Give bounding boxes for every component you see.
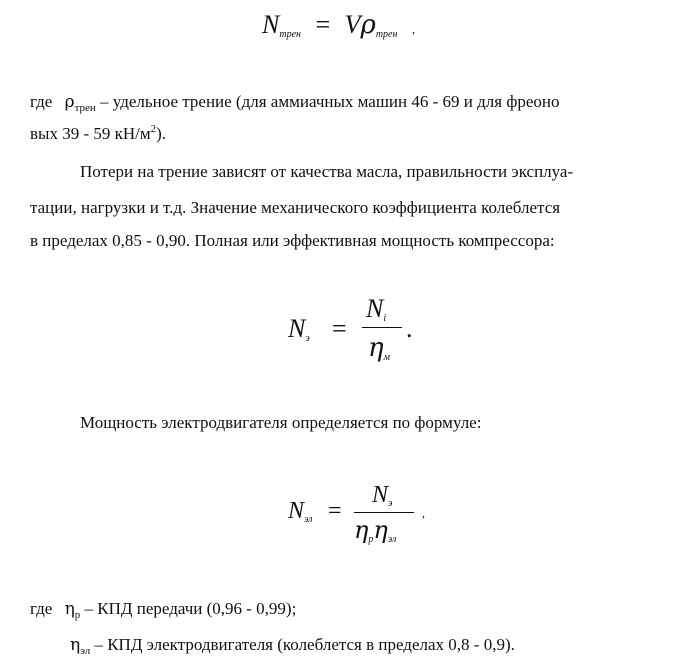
formula3-fraction-bar <box>354 512 414 513</box>
defs-line2 <box>70 635 515 657</box>
formula3-tail: , <box>422 506 425 520</box>
formula1-tail: , <box>411 22 415 36</box>
defs-l2-sub: эл <box>80 645 91 657</box>
para1-text-a: – удельное трение (для аммиачных машин 46 - 69 и для фреоно <box>95 92 560 111</box>
formula3-den-var2: η <box>373 516 388 544</box>
formula2-tail: . <box>406 314 413 343</box>
formula1-rhs-var2: ρ <box>360 10 376 40</box>
para1-text-c: ). <box>156 124 167 143</box>
formula-friction-power <box>262 10 415 40</box>
formula3-num-sub: э <box>388 498 393 509</box>
formula2-num-var: N <box>366 294 384 323</box>
formula2-den-var: η <box>368 333 384 363</box>
defs-l2-eta: η <box>70 635 81 655</box>
formula-motor-power <box>288 484 448 554</box>
para2-line1: Потери на трение зависят от качества масла, правильности эксплуа- <box>80 162 574 181</box>
formula2-lhs-var: N <box>288 314 306 343</box>
formula3-equals: = <box>328 498 342 524</box>
formula-effective-power <box>288 294 428 380</box>
defs-l1-prefix: где <box>30 599 53 618</box>
formula2-equals: = <box>332 314 347 343</box>
formula3-den-sub2: эл <box>387 534 397 545</box>
para1-line2 <box>30 125 166 142</box>
formula2-num-sub: i <box>383 313 387 324</box>
formula1-equals: = <box>315 10 331 39</box>
defs-l1-eta: η <box>64 599 75 619</box>
formula1-rhs-sub: трен <box>375 29 398 40</box>
formula2-fraction-bar <box>362 327 402 328</box>
defs-line1 <box>30 599 297 621</box>
para1-text-b: вых 39 - 59 кН/м <box>30 124 151 143</box>
para2-line2: тации, нагрузки и т.д. Значение механического коэффициента колеблется <box>30 198 561 217</box>
formula1-rhs-var1: V <box>344 10 361 39</box>
defs-l1-text: – КПД передачи (0,96 - 0,99); <box>80 599 297 618</box>
para1-rho-sub: трен <box>74 102 96 114</box>
defs-l1-sub: р <box>74 609 81 621</box>
formula2-lhs-sub: э <box>305 333 310 344</box>
formula3-lhs-var: N <box>288 498 305 524</box>
formula2-den-sub: м <box>383 352 390 363</box>
defs-l2-text: – КПД электродвигателя (колеблется в пределах 0,8 - 0,9). <box>90 635 515 654</box>
para3-line1: Мощность электродвигателя определяется по формуле: <box>80 413 482 432</box>
formula3-lhs-sub: эл <box>304 514 313 525</box>
formula1-lhs-sub: трен <box>279 29 301 40</box>
formula3-num-var: N <box>372 482 389 508</box>
para1-sup: 2 <box>150 123 157 135</box>
para1-rho: ρ <box>64 92 75 112</box>
para1-line1 <box>30 92 560 114</box>
formula3-den-sub1: р <box>368 534 374 545</box>
formula3-den-var1: η <box>354 516 369 544</box>
para2-line3: в пределах 0,85 - 0,90. Полная или эффективная мощность компрессора: <box>30 231 555 250</box>
para1-prefix: где <box>30 92 53 111</box>
formula1-lhs-var: N <box>262 10 280 39</box>
